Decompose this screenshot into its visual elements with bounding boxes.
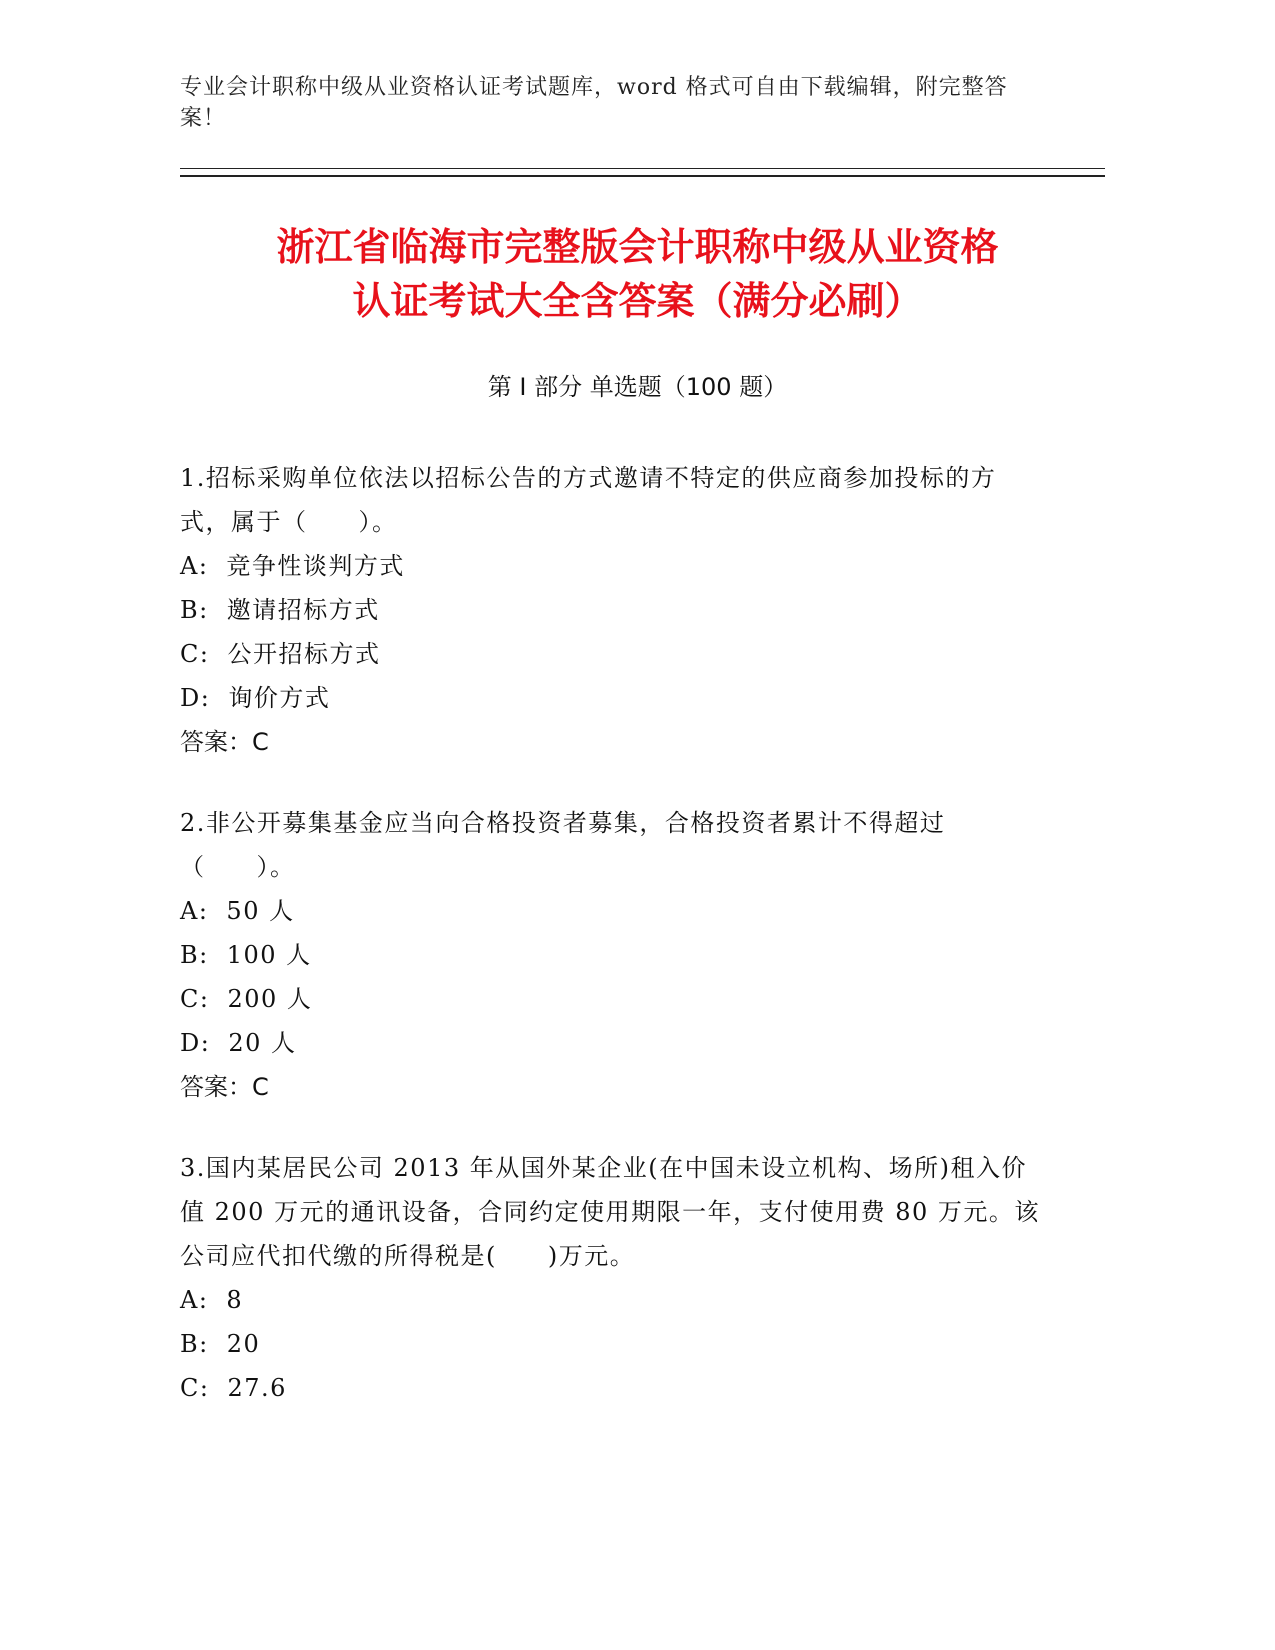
option-text: 27.6: [227, 1374, 287, 1402]
option-key: D:: [180, 1029, 211, 1057]
option-text: 20 人: [228, 1029, 297, 1057]
option-key: B:: [180, 941, 209, 969]
option-d: [180, 676, 1040, 720]
option-text: 8: [226, 1286, 244, 1314]
option-key: C:: [180, 1374, 210, 1402]
question-stem: 1.招标采购单位依法以招标公告的方式邀请不特定的供应商参加投标的方式，属于（ ）。: [180, 464, 997, 536]
option-key: B:: [180, 596, 209, 624]
option-key: A:: [180, 897, 209, 925]
document-title-line-1: 浙江省临海市完整版会计职称中级从业资格: [276, 225, 999, 269]
question-stem: 3.国内某居民公司 2013 年从国外某企业(在中国未设立机构、场所)租入价值 200 万元的通讯设备，合同约定使用期限一年，支付使用费 80 万元。该公司应代扣代缴的所得税是( )万元。: [180, 1154, 1040, 1270]
option-key: A:: [180, 1286, 209, 1314]
question-list: [180, 456, 1040, 1447]
option-key: C:: [180, 640, 210, 668]
section-heading: 第 I 部分 单选题（100 题）: [487, 373, 788, 401]
option-c: [180, 632, 1040, 676]
option-key: D:: [180, 684, 211, 712]
option-text: 公开招标方式: [227, 640, 381, 668]
question-3: [180, 1146, 1040, 1410]
option-text: 50 人: [226, 897, 295, 925]
option-text: 竞争性谈判方式: [226, 552, 405, 580]
option-b: [180, 1322, 1040, 1366]
option-text: 200 人: [227, 985, 313, 1013]
question-1: [180, 456, 1040, 764]
option-text: 20: [226, 1330, 261, 1358]
answer-line: 答案：C: [180, 728, 269, 756]
option-text: 询价方式: [228, 684, 331, 712]
document-title-line-2: 认证考试大全含答案（满分必刷）: [352, 279, 923, 323]
question-2: [180, 801, 1040, 1109]
answer-line: 答案：C: [180, 1073, 269, 1101]
header-note: 专业会计职称中级从业资格认证考试题库，word 格式可自由下载编辑，附完整答案！: [180, 75, 1008, 131]
option-key: B:: [180, 1330, 209, 1358]
option-text: 邀请招标方式: [226, 596, 380, 624]
option-c: [180, 1366, 1040, 1410]
option-text: 100 人: [226, 941, 312, 969]
option-d: [180, 1021, 1040, 1065]
option-a: [180, 889, 1040, 933]
option-key: A:: [180, 552, 209, 580]
document-title: [150, 220, 1125, 328]
option-b: [180, 588, 1040, 632]
option-a: [180, 1278, 1040, 1322]
question-stem: 2.非公开募集基金应当向合格投资者募集，合格投资者累计不得超过（ ）。: [180, 809, 946, 881]
option-a: [180, 544, 1040, 588]
option-b: [180, 933, 1040, 977]
header-rule-thick: [180, 175, 1105, 177]
header-rule-thin: [180, 168, 1105, 169]
option-c: [180, 977, 1040, 1021]
option-key: C:: [180, 985, 210, 1013]
